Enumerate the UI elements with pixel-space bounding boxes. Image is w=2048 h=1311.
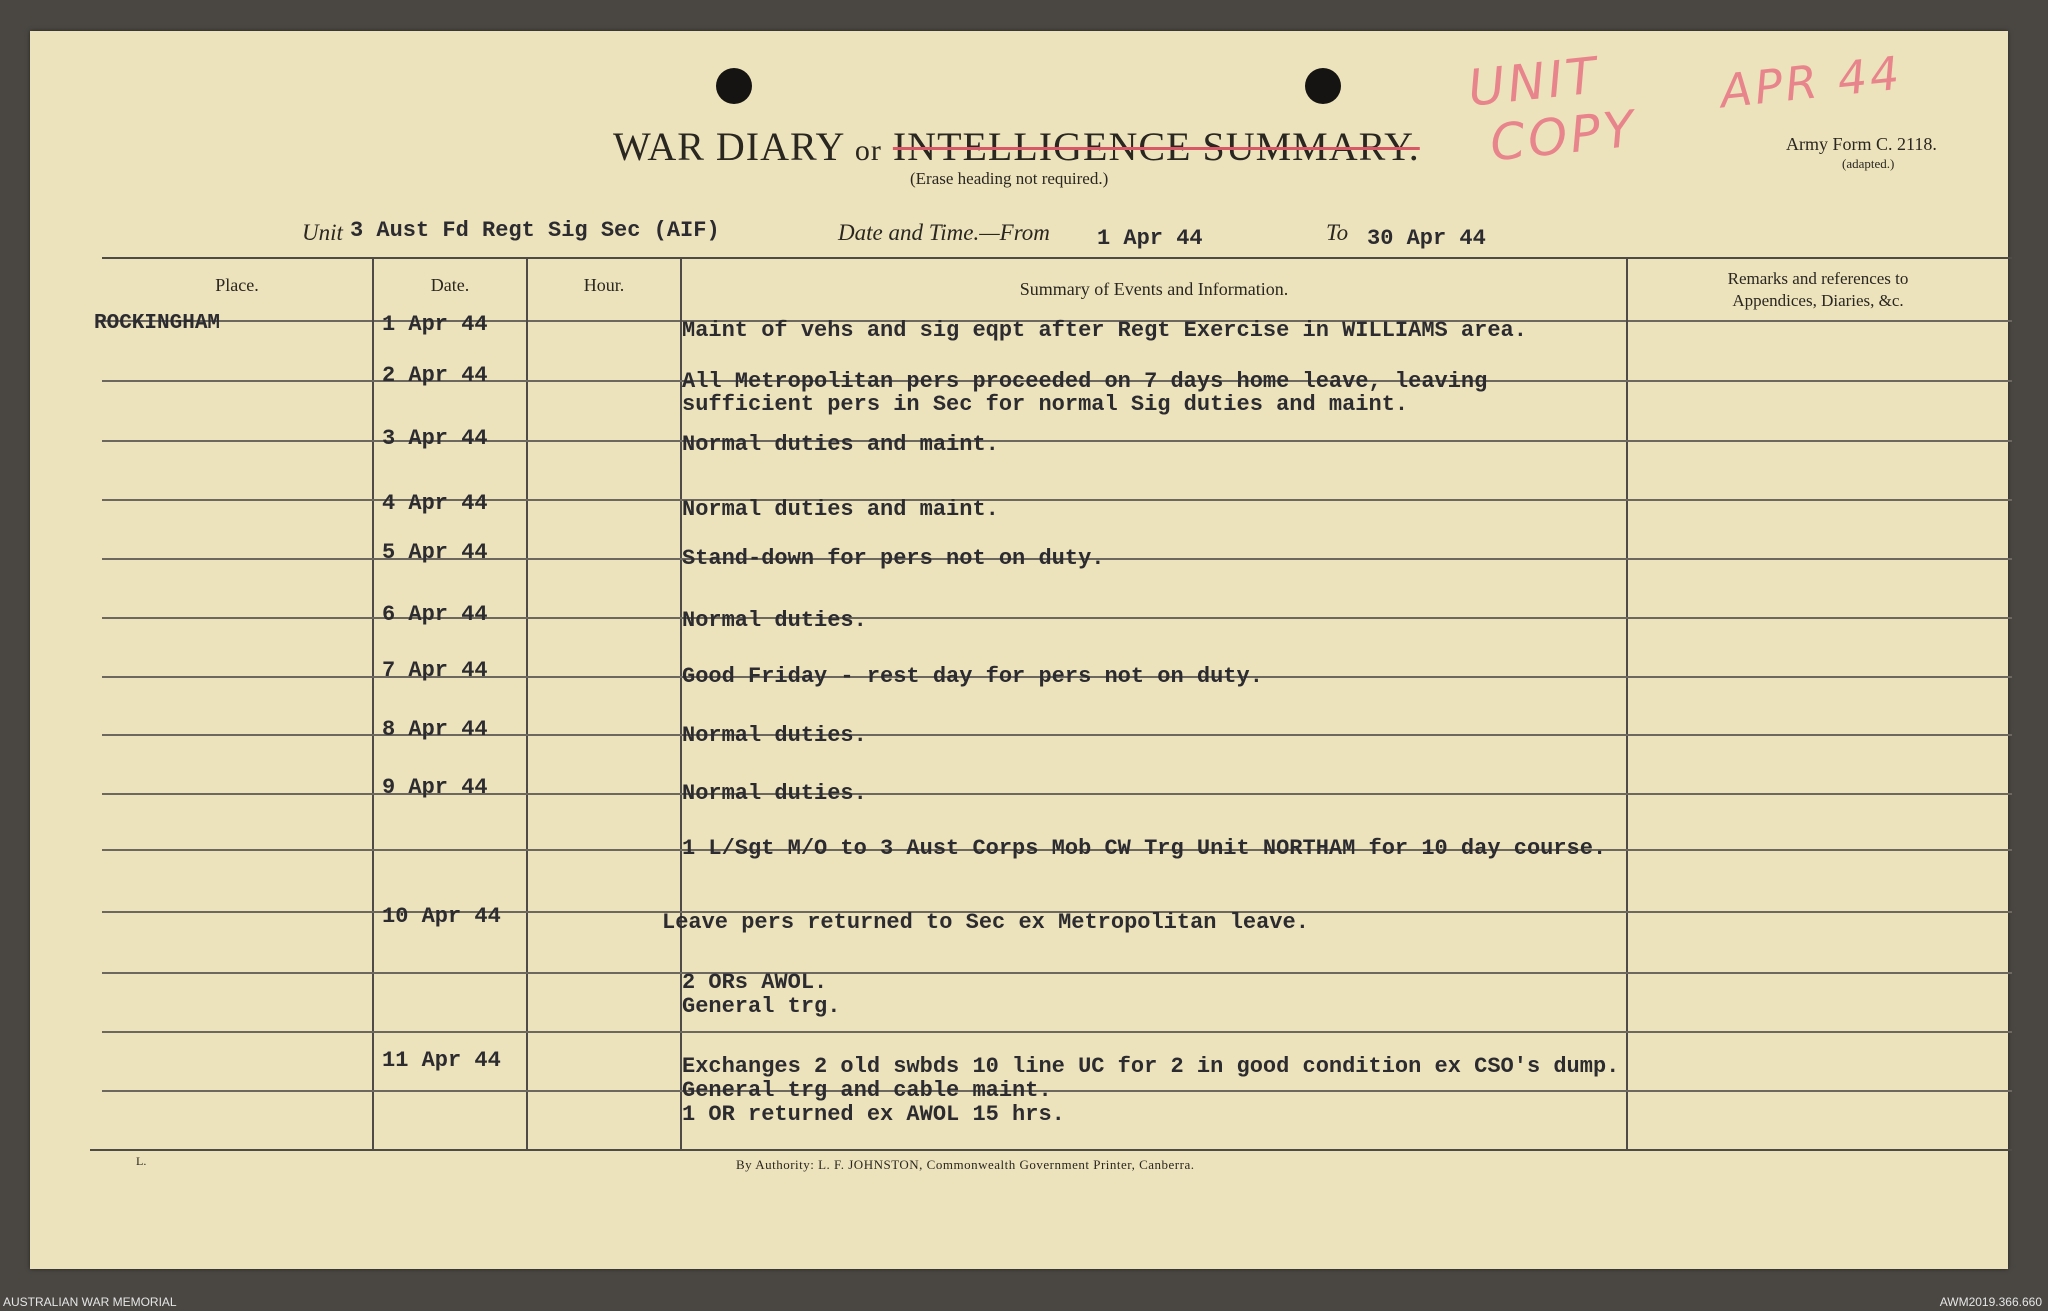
entry-date: 6 Apr 44 bbox=[382, 602, 488, 627]
entry-summary: Normal duties. bbox=[682, 781, 867, 806]
entry-summary: All Metropolitan pers proceeded on 7 days home leave, leaving bbox=[682, 369, 1488, 394]
entry-date: 10 Apr 44 bbox=[382, 904, 501, 929]
col-header-hour: Hour. bbox=[583, 275, 625, 295]
entry-summary: Normal duties. bbox=[682, 608, 867, 633]
caption-accession: AWM2019.366.660 bbox=[1939, 1295, 2042, 1309]
row-rule bbox=[102, 1031, 2012, 1033]
erase-note: (Erase heading not required.) bbox=[910, 169, 1109, 188]
stamp-month: APR 44 bbox=[1717, 45, 1905, 119]
entry-date: 9 Apr 44 bbox=[382, 775, 488, 800]
table-bottom-rule bbox=[90, 1149, 2012, 1151]
unit-line bbox=[302, 216, 1622, 256]
form-title bbox=[613, 123, 1420, 170]
entry-date: 8 Apr 44 bbox=[382, 717, 488, 742]
army-form-adapted: (adapted.) bbox=[1842, 156, 1895, 171]
entry-date: 3 Apr 44 bbox=[382, 426, 488, 451]
entry-summary: 1 L/Sgt M/O to 3 Aust Corps Mob CW Trg Unit NORTHAM for 10 day course. bbox=[682, 836, 1607, 861]
entry-summary: Good Friday - rest day for pers not on duty. bbox=[682, 664, 1263, 689]
entry-date: 1 Apr 44 bbox=[382, 312, 488, 337]
entry-summary: 2 ORs AWOL. bbox=[682, 970, 828, 995]
entry-place: ROCKINGHAM bbox=[94, 312, 221, 335]
col-divider-remarks bbox=[1626, 257, 1628, 1149]
title-struck-intelligence: INTELLIGENCE SUMMARY. bbox=[892, 124, 1420, 169]
entry-summary: Normal duties and maint. bbox=[682, 432, 999, 457]
unit-value: 3 Aust Fd Regt Sig Sec (AIF) bbox=[350, 218, 720, 243]
footer-left-mark: L. bbox=[136, 1154, 147, 1168]
col-divider-date bbox=[372, 257, 374, 1149]
title-war-diary: WAR DIARY bbox=[613, 124, 844, 169]
stamp-unit: UNIT bbox=[1465, 46, 1602, 118]
row-rule bbox=[102, 972, 2012, 974]
entry-summary: Leave pers returned to Sec ex Metropolitan leave. bbox=[662, 910, 1309, 935]
entry-summary: General trg and cable maint. bbox=[682, 1078, 1052, 1103]
entry-date: 4 Apr 44 bbox=[382, 491, 488, 516]
entry-summary: sufficient pers in Sec for normal Sig duties and maint. bbox=[682, 392, 1409, 417]
col-header-remarks-line1: Remarks and references to bbox=[1727, 269, 1909, 288]
unit-label: Unit bbox=[302, 220, 343, 245]
col-divider-hour bbox=[526, 257, 528, 1149]
stamp-copy: COPY bbox=[1487, 99, 1640, 173]
entry-summary: Maint of vehs and sig eqpt after Regt Exercise in WILLIAMS area. bbox=[682, 318, 1527, 343]
army-form-number: Army Form C. 2118. bbox=[1786, 134, 1937, 154]
col-header-summary: Summary of Events and Information. bbox=[1019, 279, 1289, 299]
title-or: or bbox=[854, 134, 882, 167]
col-header-place: Place. bbox=[215, 275, 259, 295]
entry-date: 5 Apr 44 bbox=[382, 540, 488, 565]
col-header-remarks-line2: Appendices, Diaries, &c. bbox=[1732, 291, 1904, 310]
entry-summary: 1 OR returned ex AWOL 15 hrs. bbox=[682, 1102, 1065, 1127]
caption-institution: AUSTRALIAN WAR MEMORIAL bbox=[3, 1295, 177, 1309]
entry-summary: General trg. bbox=[682, 994, 841, 1019]
entry-date: 7 Apr 44 bbox=[382, 658, 488, 683]
entry-date: 2 Apr 44 bbox=[382, 363, 488, 388]
date-to-value: 30 Apr 44 bbox=[1367, 226, 1486, 251]
entry-summary: Stand-down for pers not on duty. bbox=[682, 546, 1105, 571]
row-rule bbox=[102, 1090, 2012, 1092]
printer-credit: By Authority: L. F. JOHNSTON, Commonwealth Government Printer, Canberra. bbox=[736, 1157, 1195, 1172]
date-to-label: To bbox=[1326, 220, 1349, 245]
header-top-rule bbox=[102, 257, 2012, 259]
entry-summary: Normal duties. bbox=[682, 723, 867, 748]
entry-date: 11 Apr 44 bbox=[382, 1048, 501, 1073]
punch-hole-left bbox=[716, 68, 752, 104]
punch-hole-right bbox=[1305, 68, 1341, 104]
date-time-label: Date and Time.—From bbox=[838, 220, 1050, 245]
date-from-value: 1 Apr 44 bbox=[1097, 226, 1203, 251]
entry-summary: Exchanges 2 old swbds 10 line UC for 2 in good condition ex CSO's dump. bbox=[682, 1054, 1620, 1079]
entry-summary: Normal duties and maint. bbox=[682, 497, 999, 522]
col-header-date: Date. bbox=[430, 275, 470, 295]
diary-page bbox=[30, 31, 2008, 1269]
